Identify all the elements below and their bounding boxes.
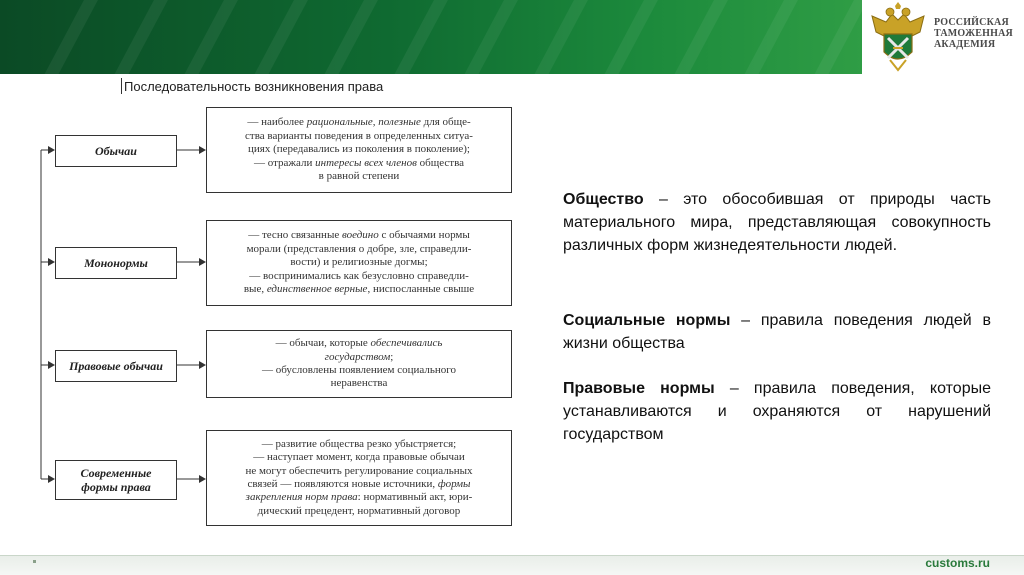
definition-text: – правила поведения, которые устанавливаются и охраняются от нарушений государством (563, 380, 991, 443)
description-line (244, 243, 474, 256)
banner-stripe (515, 0, 598, 74)
arrow-head-icon (199, 475, 206, 483)
description-text: неравенства (330, 377, 388, 390)
academy-line: АКАДЕМИЯ (934, 39, 996, 50)
arrow-head-icon (199, 361, 206, 369)
description-line (262, 364, 456, 377)
description-line (262, 337, 456, 350)
description-text: — обусловлены появлением социального (261, 364, 457, 376)
description-line (245, 170, 473, 183)
banner-stripe (95, 0, 178, 74)
description-text: — отражали (253, 156, 316, 169)
arrow-head-icon (199, 258, 206, 266)
description-text: ства варианты поведения в определенных ситуа- (245, 129, 473, 142)
definition-term: Социальные нормы (563, 312, 731, 329)
emphasis-text: государством (324, 350, 391, 363)
description-text: не могут обеспечить регулирование социальных (245, 464, 473, 477)
emphasis-text: формы (437, 478, 471, 490)
academy-line: РОССИЙСКАЯ (934, 17, 1009, 28)
arrow-head-icon (48, 475, 55, 483)
banner-stripe (445, 0, 528, 74)
law-emergence-diagram (28, 74, 550, 544)
emphasis-text: обеспечивались (370, 337, 443, 350)
title-cursor-bar (121, 78, 122, 94)
description-line (245, 438, 472, 451)
arrow-head-icon (48, 146, 55, 154)
description-line (244, 229, 474, 242)
description-line (245, 478, 472, 491)
stage-description-box (206, 430, 512, 526)
definition-text: – правила поведения людей в жизни общества (563, 312, 991, 352)
description-line (245, 157, 473, 170)
description-text: в равной степени (318, 170, 400, 183)
description-line (245, 465, 472, 478)
stage-description-box (206, 330, 512, 398)
definition-paragraph (563, 377, 991, 446)
stage-label: Современные (80, 466, 152, 480)
eagle-emblem-icon (866, 2, 930, 72)
arrow-head-icon (48, 258, 55, 266)
emphasis-text: воедино (341, 229, 379, 242)
description-line (262, 377, 456, 390)
diagram-title: Последовательность возникновения права (124, 79, 384, 94)
banner-stripe (305, 0, 388, 74)
stage-description-box (206, 220, 512, 306)
stage-label: формы права (81, 480, 151, 494)
site-link[interactable]: customs.ru (925, 556, 990, 570)
description-text: дический прецедент, нормативный договор (257, 504, 461, 517)
definition-text: – это обособившая от природы часть материального мира, представляющая совокупность различных форм жизнедеятельности людей. (563, 191, 991, 254)
emphasis-text: рациональные, полезные (306, 116, 421, 129)
stage-description-box (206, 107, 512, 193)
header-banner (0, 0, 862, 74)
definition-term: Правовые нормы (563, 380, 715, 397)
stage-label: Правовые обычаи (69, 359, 163, 373)
arrow-head-icon (199, 146, 206, 154)
description-text: вые, (243, 283, 267, 296)
description-text: ; (390, 350, 394, 363)
emphasis-text: закрепления норм права (245, 491, 358, 504)
description-line (245, 505, 472, 518)
banner-stripe (25, 0, 108, 74)
arrow-head-icon (48, 361, 55, 369)
description-text: общества (416, 156, 464, 169)
description-text: — тесно связанные (248, 229, 342, 242)
stage-label-box (55, 350, 177, 382)
description-text: — воспринимались как безусловно справедли- (249, 269, 469, 282)
description-text: для обще- (420, 116, 471, 129)
description-text: — наступает момент, когда правовые обычаи (253, 451, 465, 464)
description-line (245, 116, 473, 129)
stage-label: Обычаи (95, 144, 137, 158)
banner-stripe (725, 0, 808, 74)
banner-stripe (375, 0, 458, 74)
footer-bar (0, 555, 1024, 575)
stage-label-box (55, 135, 177, 167)
stage-label: Мононормы (84, 256, 148, 270)
description-line (244, 270, 474, 283)
description-line (245, 130, 473, 143)
banner-stripe (795, 0, 862, 74)
description-line (244, 256, 474, 269)
description-text: циях (передавались из поколения в поколение); (248, 143, 470, 156)
description-line (244, 283, 474, 296)
banner-stripe (165, 0, 248, 74)
description-text: : нормативный акт, юри- (357, 491, 473, 504)
banner-stripe (655, 0, 738, 74)
description-line (245, 451, 472, 464)
description-line (262, 351, 456, 364)
definition-paragraph (563, 188, 991, 257)
description-line (245, 143, 473, 156)
definition-term: Общество (563, 191, 644, 208)
academy-name (934, 17, 1020, 50)
description-text: — развитие общества резко убыстряется; (261, 437, 457, 450)
academy-logo (862, 0, 1024, 74)
description-text: вости) и религиозные догмы; (290, 256, 428, 269)
banner-stripe (235, 0, 318, 74)
emphasis-text: интересы всех членов (315, 156, 417, 169)
banner-stripe (585, 0, 668, 74)
description-text: — обычаи, которые (275, 337, 371, 350)
description-text: морали (представления о добре, зле, справедли- (246, 242, 472, 255)
academy-line: ТАМОЖЕННАЯ (934, 28, 1013, 39)
definition-paragraph (563, 309, 991, 355)
description-text: связей — появляются новые источники, (247, 478, 438, 490)
description-text: , ниспосланные свыше (367, 283, 475, 296)
stage-label-box (55, 247, 177, 279)
description-line (245, 491, 472, 504)
footer-dot (33, 560, 36, 563)
description-text: — наиболее (247, 116, 307, 129)
description-text: с обычаями нормы (378, 229, 470, 242)
emphasis-text: единственное верные (266, 283, 368, 296)
stage-label-box (55, 460, 177, 500)
